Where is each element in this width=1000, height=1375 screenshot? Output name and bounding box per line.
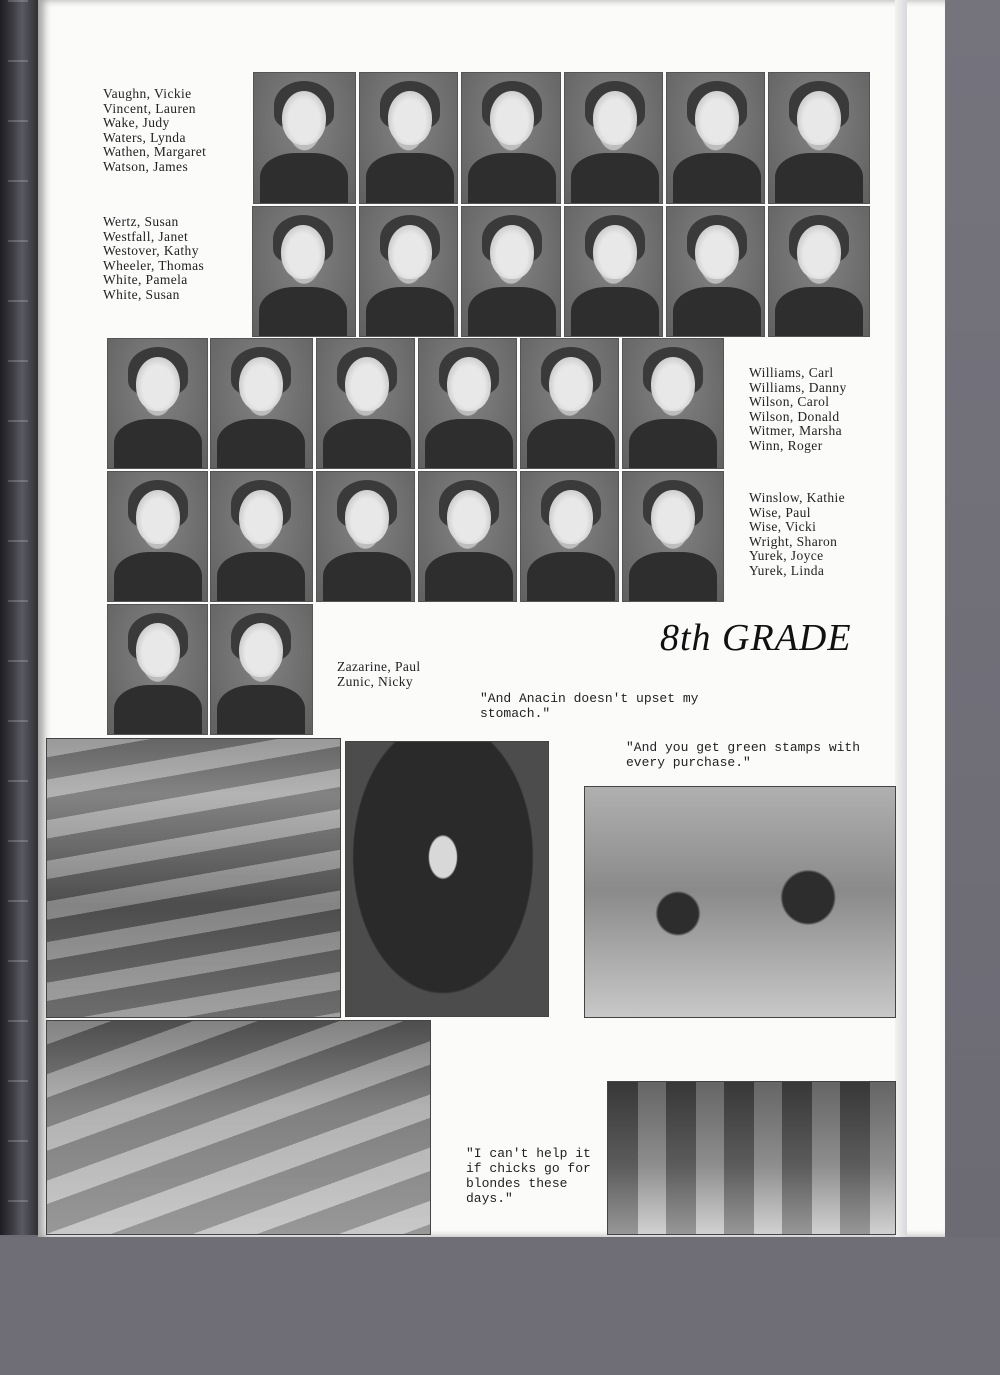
seated-students-photo: [607, 1081, 896, 1235]
student-name: Yurek, Joyce: [749, 548, 824, 564]
student-portrait: [418, 471, 517, 602]
scanner-bed: [0, 1237, 1000, 1375]
student-portrait: [461, 206, 561, 337]
student-portrait: [107, 471, 208, 602]
student-name: Wilson, Carol: [749, 394, 830, 410]
student-name: White, Pamela: [103, 272, 188, 288]
student-name: Vincent, Lauren: [103, 100, 196, 116]
student-portrait: [768, 72, 870, 204]
student-name: White, Susan: [103, 286, 180, 302]
student-name: Vaughn, Vickie: [103, 86, 192, 101]
student-portrait: [316, 338, 415, 469]
student-name: Wright, Sharon: [749, 533, 838, 549]
student-portrait: [666, 72, 765, 204]
student-portrait: [359, 206, 458, 337]
student-portrait: [461, 72, 561, 204]
student-name: Wheeler, Thomas: [103, 257, 205, 273]
caption-blondes: "I can't help it if chicks go for blondes these days.": [466, 1146, 591, 1206]
student-portrait: [210, 471, 313, 602]
caption-green-stamps: "And you get green stamps with every purchase.": [626, 740, 861, 770]
student-portrait: [107, 338, 208, 469]
student-name: Williams, Danny: [749, 379, 847, 395]
name-list-row-5: [337, 660, 421, 689]
caption-anacin: "And Anacin doesn't upset my stomach.": [480, 691, 699, 721]
student-portrait: [359, 72, 458, 204]
student-name: Winn, Roger: [749, 437, 823, 453]
student-name: Williams, Carl: [749, 365, 834, 380]
page-heading: 8th GRADE: [660, 617, 852, 659]
student-portrait: [666, 206, 765, 337]
student-name: Westover, Kathy: [103, 243, 199, 259]
student-portrait: [520, 471, 619, 602]
student-name: Zazarine, Paul: [337, 659, 421, 674]
student-portrait: [210, 338, 313, 469]
name-list-row-1: [103, 87, 206, 175]
student-name: Zunic, Nicky: [337, 673, 414, 689]
name-list-row-2: [103, 215, 204, 303]
student-name: Waters, Lynda: [103, 129, 186, 145]
student-portrait: [418, 338, 517, 469]
student-name: Wake, Judy: [103, 115, 170, 131]
student-name: Winslow, Kathie: [749, 490, 846, 505]
students-at-table-photo: [584, 786, 896, 1018]
student-portrait: [252, 206, 356, 337]
student-name: Wertz, Susan: [103, 214, 179, 229]
student-portrait: [564, 72, 663, 204]
student-portrait: [564, 206, 663, 337]
student-portrait: [768, 206, 870, 337]
student-portrait: [622, 338, 724, 469]
student-name: Watson, James: [103, 158, 189, 174]
name-list-row-3: [749, 366, 847, 454]
student-portrait: [210, 604, 313, 735]
student-name: Wise, Vicki: [749, 519, 817, 535]
student-portrait: [253, 72, 356, 204]
student-name: Wilson, Donald: [749, 408, 840, 424]
classroom-photo: [46, 738, 341, 1018]
student-name: Yurek, Linda: [749, 562, 825, 578]
student-portrait: [622, 471, 724, 602]
page-edge: [895, 0, 907, 1237]
student-name: Westfall, Janet: [103, 228, 189, 244]
classroom-desks-photo: [46, 1020, 431, 1235]
student-portrait: [316, 471, 415, 602]
name-list-row-4: [749, 491, 845, 579]
student-name: Wise, Paul: [749, 504, 811, 520]
student-name: Witmer, Marsha: [749, 423, 842, 439]
student-portrait: [520, 338, 619, 469]
student-portrait: [107, 604, 208, 735]
book-spine: [0, 0, 40, 1235]
student-name: Wathen, Margaret: [103, 144, 207, 160]
teacher-photo: [345, 741, 549, 1017]
